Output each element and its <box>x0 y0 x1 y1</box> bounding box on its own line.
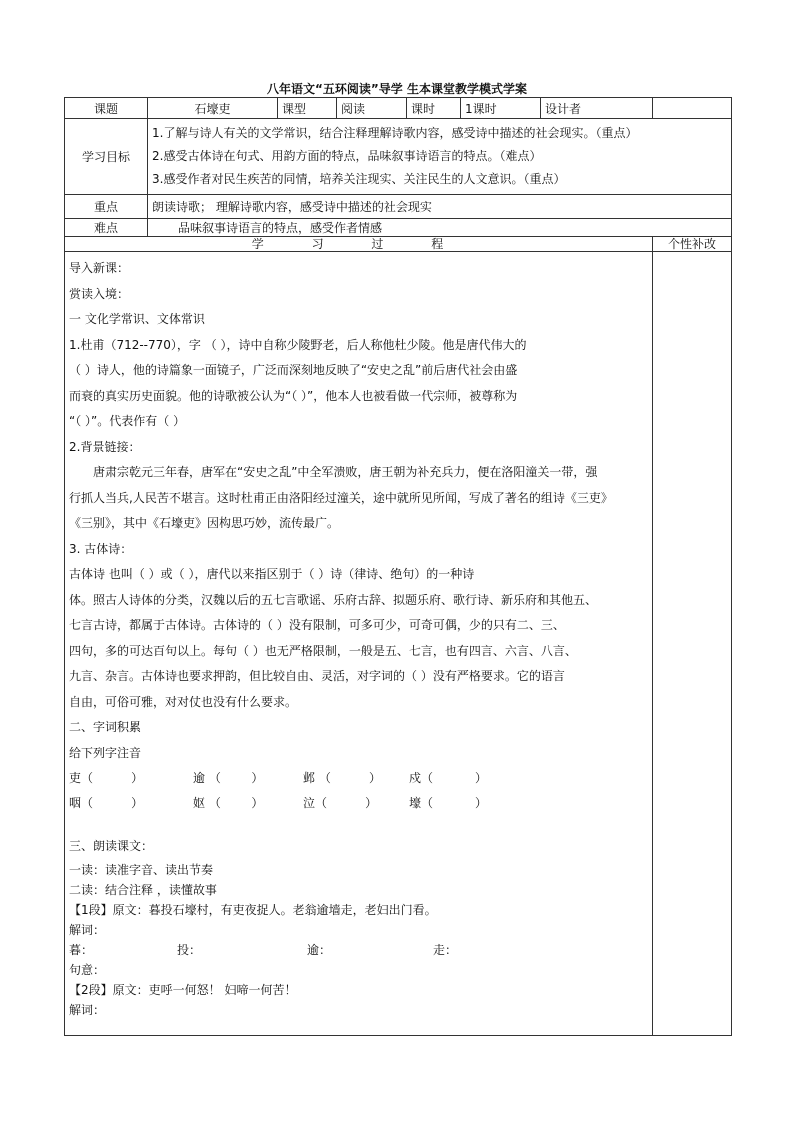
difficulty-value: 品味叙事诗语言的特点，感受作者情感 <box>148 219 732 237</box>
text-line: 古体诗 也叫（ ）或（ ），唐代以来指区别于（ ）诗（律诗、绝句）的一种诗 <box>69 567 475 581</box>
pinyin-item: 咽（ ） <box>69 796 144 810</box>
goal-item: 1.了解与诗人有关的文学常识，结合注释理解诗歌内容，感受诗中描述的社会现实。（重点） <box>152 126 638 140</box>
text-line: 行抓人当兵,人民苦不堪言。这时杜甫正由洛阳经过潼关，途中就所见所闻，写成了著名的组诗《三吏》 <box>69 490 613 505</box>
hours-value: 1课时 <box>461 98 541 119</box>
word-item: 走： <box>433 942 458 957</box>
goal-item: 2.感受古体诗在句式、用韵方面的特点，品味叙事诗语言的特点。（难点） <box>152 149 542 163</box>
text-line: （ ）诗人，他的诗篇象一面镜子，广泛而深刻地反映了“安史之乱”前后唐代社会由盛 <box>69 363 518 377</box>
section-heading: 3. 古体诗： <box>69 541 133 556</box>
pinyin-item: 逾 （ ） <box>193 771 264 785</box>
key-value: 朗读诗歌； 理解诗歌内容，感受诗中描述的社会现实 <box>148 195 732 219</box>
goals-row <box>65 119 732 195</box>
lesson-label: 课题 <box>65 98 148 119</box>
text-line: 句意： <box>69 962 106 977</box>
word-item: 暮： <box>69 942 94 957</box>
process-header-row <box>65 237 732 252</box>
pinyin-item: 泣（ ） <box>303 796 378 810</box>
lesson-plan-table <box>64 97 732 1036</box>
section-heading: 三、朗读课文： <box>69 839 154 853</box>
key-label: 重点 <box>65 195 148 219</box>
text-line: 给下列字注音 <box>69 745 142 760</box>
pinyin-row <box>69 791 648 816</box>
side-notes-column <box>653 252 732 1036</box>
section-heading: 二、字词积累 <box>69 720 142 734</box>
word-item: 逾： <box>307 942 332 957</box>
intro-line: 导入新课： <box>69 261 130 275</box>
text-line: 自由，可俗可雅，对对仗也没有什么要求。 <box>69 694 298 709</box>
text-line: 唐肃宗乾元三年春，唐军在“安史之乱”中全军溃败，唐王朝为补充兵力，便在洛阳潼关一带，强 <box>93 465 598 479</box>
goals-content <box>148 119 732 195</box>
section-heading: 2.背景链接： <box>69 439 141 454</box>
section-heading: 一 文化学常识、文体常识 <box>69 312 205 326</box>
pinyin-item: 妪 （ ） <box>193 796 264 810</box>
text-line: 七言古诗，都属于古体诗。古体诗的（ ）没有限制，可多可少，可奇可偶，少的只有二、三、 <box>69 618 565 632</box>
designer-label: 设计者 <box>541 98 653 119</box>
pinyin-item: 吏（ ） <box>69 771 144 785</box>
process-content <box>65 252 653 1036</box>
text-line: 二读：结合注释 ，读懂故事 <box>69 882 217 897</box>
word-item: 投： <box>177 942 202 957</box>
pinyin-row <box>69 766 648 791</box>
pinyin-item: 戍（ ） <box>409 771 487 785</box>
process-body-row <box>65 252 732 1036</box>
text-line: 【1段】原文：暮投石壕村，有吏夜捉人。老翁逾墙走，老妇出门看。 <box>69 902 437 917</box>
text-line: 【2段】原文：吏呼一何怒！ 妇啼一何苦！ <box>69 982 297 997</box>
difficulty-row <box>65 219 732 237</box>
text-line: 体。照古人诗体的分类，汉魏以后的五七言歌谣、乐府古辞、拟题乐府、歌行诗、新乐府和其他五、 <box>69 592 598 607</box>
pinyin-item: 壕（ ） <box>409 796 487 810</box>
text-line: 解词： <box>69 1002 106 1017</box>
type-value: 阅读 <box>337 98 407 119</box>
goal-item: 3.感受作者对民生疾苦的同情，培养关注现实、关注民生的人文意识。（重点） <box>152 172 566 186</box>
text-line: 而衰的真实历史面貌。他的诗歌被公认为“（ ）”，他本人也被看做一代宗师，被尊称为 <box>69 388 518 403</box>
enter-line: 赏读入境： <box>69 286 130 301</box>
text-line: 1.杜甫（712--770），字 （ ），诗中自称少陵野老，后人称他杜少陵。他是唐代伟大的 <box>69 337 527 352</box>
page-title: 八年语文“五环阅读”导学 生本课堂教学模式学案 <box>267 82 527 96</box>
lesson-value: 石壕吏 <box>148 98 278 119</box>
text-line: 一读：读准字音、读出节奏 <box>69 862 214 877</box>
difficulty-label: 难点 <box>65 219 148 237</box>
text-line: 四句，多的可达百句以上。每句（ ）也无严格限制，一般是五、七言，也有四言、六言、八言、 <box>69 643 577 658</box>
pinyin-item: 邺 （ ） <box>303 771 381 785</box>
designer-value <box>653 98 732 119</box>
process-label: 学 习 过 程 <box>65 237 653 252</box>
text-line: 九言、杂言。古体诗也要求押韵，但比较自由、灵活，对字词的（ ）没有严格要求。它的语言 <box>69 669 565 683</box>
text-line: “（ ）”。代表作有（ ） <box>69 414 186 428</box>
side-label: 个性补改 <box>653 237 732 252</box>
hours-label: 课时 <box>407 98 461 119</box>
text-line: 《三别》，其中《石壕吏》因构思巧妙，流传最广。 <box>69 516 340 530</box>
info-row <box>65 98 732 119</box>
type-label: 课型 <box>278 98 337 119</box>
key-row <box>65 195 732 219</box>
text-line: 解词： <box>69 922 106 937</box>
word-row <box>69 940 648 960</box>
goals-label: 学习目标 <box>65 119 148 195</box>
